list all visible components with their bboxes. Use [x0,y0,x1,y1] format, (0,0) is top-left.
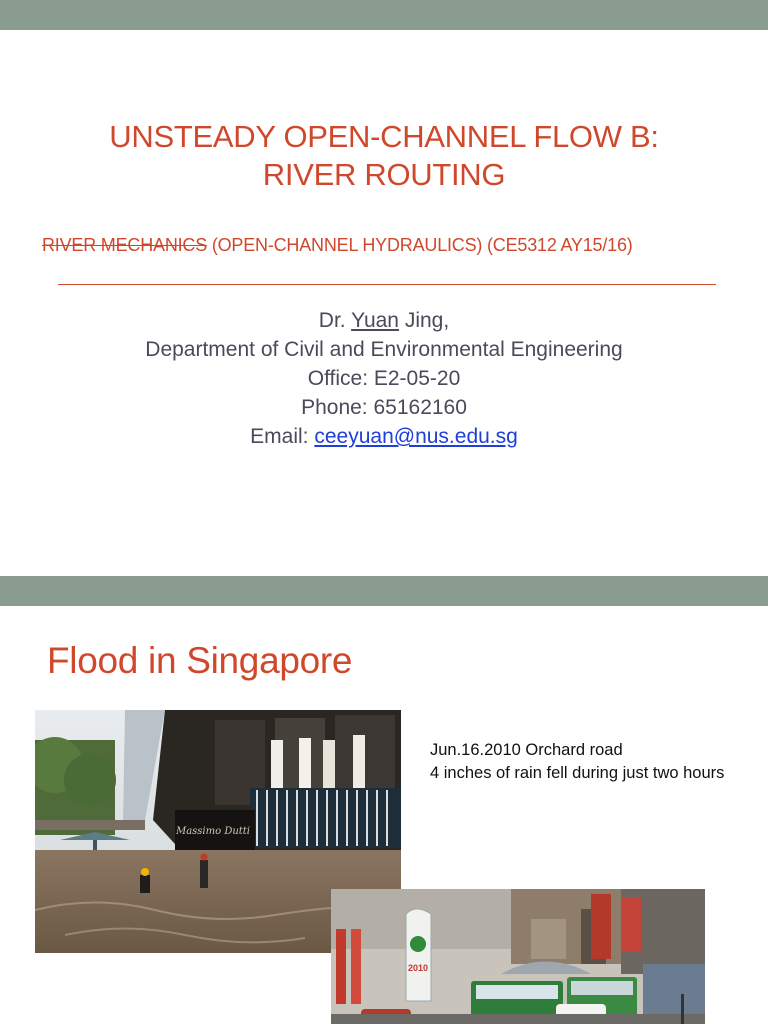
phone: Phone: 65162160 [301,396,467,419]
email-row [0,422,768,451]
name-underlined: Yuan [351,309,399,332]
office: Office: E2-05-20 [307,367,461,390]
title-line-2: RIVER ROUTING [262,157,506,192]
slide-top-band [0,0,768,30]
contact-block [0,306,768,451]
author-name [0,306,768,335]
email-link[interactable]: ceeyuan@nus.edu.sg [314,425,518,448]
department: Department of Civil and Environmental Engineering [145,338,623,361]
name-prefix: Dr. [318,309,352,332]
photo-caption [430,739,740,785]
subtitle-strikethrough: RIVER MECHANICS [42,235,208,255]
title-line-1: UNSTEADY OPEN-CHANNEL FLOW B: [109,119,659,154]
banner-year: 2010 [407,963,429,973]
flood-photo-street [331,889,705,1024]
slide2-title: Flood in Singapore [47,640,353,681]
title-divider [58,284,716,285]
email-label: Email: [250,425,315,448]
caption-line-2: 4 inches of rain fell during just two hours [430,764,725,782]
subtitle-rest: (OPEN-CHANNEL HYDRAULICS) (CE5312 AY15/16) [207,235,633,255]
caption-line-1: Jun.16.2010 Orchard road [430,741,623,759]
slide-separator-band [0,576,768,606]
slide-title [0,118,768,194]
name-suffix: Jing, [398,309,450,332]
store-sign: Massimo Dutti [175,826,251,837]
slide-subtitle [42,235,742,256]
